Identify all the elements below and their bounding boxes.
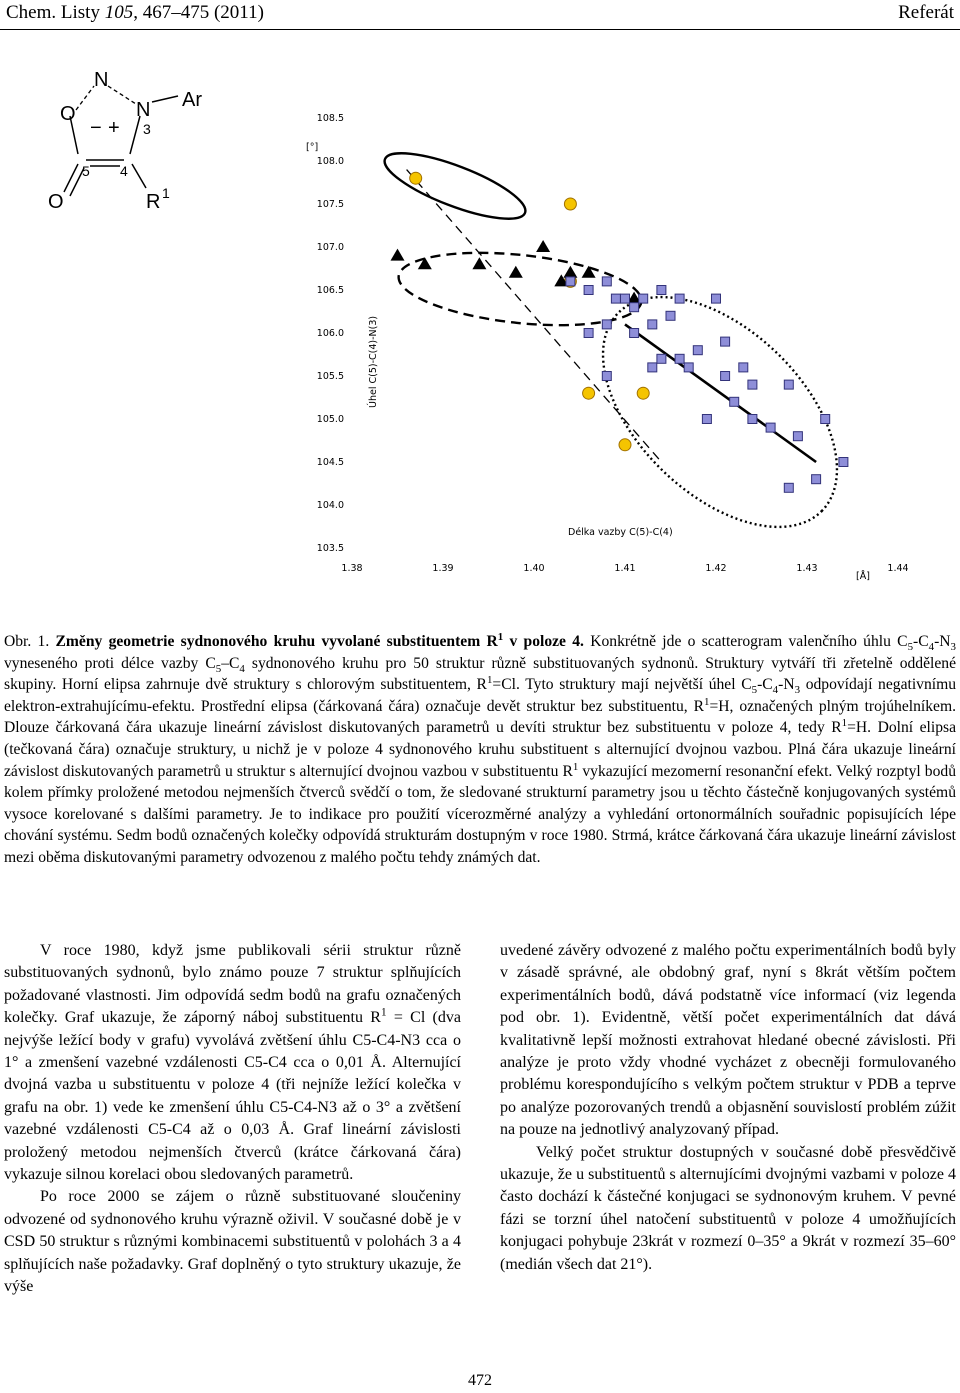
sup: 1 bbox=[486, 674, 493, 686]
square-point bbox=[675, 294, 684, 303]
page-number: 472 bbox=[468, 1372, 492, 1389]
x-tick-label: 1.39 bbox=[432, 563, 454, 574]
square-point bbox=[566, 277, 575, 286]
caption-text: -C bbox=[913, 633, 929, 650]
triangle-point bbox=[563, 266, 577, 278]
y-tick-label: 104.0 bbox=[316, 500, 344, 511]
right-column bbox=[500, 940, 956, 1276]
figure-1 bbox=[0, 30, 960, 625]
square-point bbox=[784, 380, 793, 389]
sup: 1 bbox=[380, 1006, 387, 1019]
sub: 4 bbox=[239, 662, 245, 675]
y-unit: [°] bbox=[306, 142, 319, 153]
caption-text: -N bbox=[778, 676, 795, 694]
sub: 3 bbox=[950, 641, 956, 654]
circle-point bbox=[637, 387, 649, 399]
square-point bbox=[793, 432, 802, 441]
caption-text: sydnonového kruhu pro 50 struktur různě substituovaných sydnonů. Struktury vytváří tři zřetelně oddělené skupiny. Horní elipsa zahrnuje dvě struktury s chlorovým substituentem, R bbox=[4, 654, 957, 694]
caption-text: =Cl. Tyto struktury mají největší úhel C bbox=[492, 676, 752, 694]
sub: 5 bbox=[215, 662, 222, 675]
square-point bbox=[630, 329, 639, 338]
y-tick-label: 105.5 bbox=[316, 371, 344, 382]
x-tick-label: 1.40 bbox=[523, 563, 545, 574]
square-point bbox=[648, 363, 657, 372]
x-tick-label: 1.41 bbox=[614, 563, 636, 574]
section-label: Referát bbox=[898, 2, 954, 23]
locant-3: 3 bbox=[143, 121, 151, 137]
triangle-point bbox=[391, 249, 405, 261]
atom-n3: N bbox=[136, 99, 151, 121]
paragraph: Po roce 2000 se zájem o různě substituované sloučeniny odvozené od sydnonového kruhu výrazně oživil. V současné době je v CSD 50 struktur s různými kombinacemi substituentů v polohách 3 a 4 splňujících naše požadavky. Graf doplněný o tyto struktury ukazuje, že výše bbox=[4, 1188, 461, 1296]
caption-text: =H. Dolní elipsa (tečkovaná čára) označuje struktury, u nichž je v poloze 4 sydnonového kruhu substituent s alternující dvojnou vazbou. Plná čára ukazuje lineární závislost diskutovaných parametrů u struktur s alternující dvojnou vazbou v substituentu R bbox=[4, 719, 956, 780]
sub: 5 bbox=[751, 684, 758, 697]
square-point bbox=[639, 294, 648, 303]
atom-o1: O bbox=[60, 103, 76, 125]
x-tick-label: 1.42 bbox=[705, 563, 727, 574]
figure-caption bbox=[4, 631, 956, 869]
charge-plus: + bbox=[108, 117, 120, 139]
y-tick-label: 106.5 bbox=[316, 285, 344, 296]
square-point bbox=[621, 294, 630, 303]
triangle-point bbox=[536, 240, 550, 252]
sub: 5 bbox=[907, 641, 914, 654]
square-point bbox=[584, 286, 593, 295]
journal-pages: , 467–475 (2011) bbox=[133, 2, 264, 23]
caption-lead: Obr. 1. bbox=[4, 633, 56, 650]
caption-text: Konkrétně jde o scatterogram valenčního úhlu C bbox=[583, 633, 908, 650]
paragraph-text: V roce 1980, když jsme publikovali sérii struktur různě substituovaných sydnonů, bylo známo pouze 7 struktur splňujících požadované vlastnosti. Jim odpovídá sedm bodů na grafu označených kolečky. Graf ukazuje, že záporný náboj substituentu R bbox=[4, 942, 461, 1027]
square-point bbox=[657, 286, 666, 295]
atom-ar: Ar bbox=[182, 89, 202, 111]
circle-point bbox=[619, 439, 631, 451]
caption-text: -C bbox=[757, 676, 773, 694]
square-point bbox=[721, 372, 730, 381]
sub: 4 bbox=[772, 684, 779, 697]
caption-text: odpovídají negativnímu elektron-extrahujícímu-efektu. Prostřední elipsa (čárkovaná čára) označuje devět struktur bez substituentu, R bbox=[4, 676, 957, 715]
atom-n2: N bbox=[94, 69, 109, 91]
sub: 3 bbox=[794, 684, 801, 697]
y-tick-label: 107.5 bbox=[316, 199, 344, 210]
circle-point bbox=[410, 172, 422, 184]
caption-text: vyneseného proti délce vazby C bbox=[4, 654, 216, 672]
charge-minus: − bbox=[90, 117, 102, 139]
square-point bbox=[684, 363, 693, 372]
sup: 1 bbox=[704, 695, 710, 708]
square-point bbox=[812, 475, 821, 484]
atom-r: R bbox=[146, 191, 161, 213]
journal-header bbox=[6, 2, 264, 24]
square-point bbox=[784, 483, 793, 492]
square-point bbox=[766, 423, 775, 432]
journal-volume: 105 bbox=[104, 2, 134, 23]
square-point bbox=[602, 320, 611, 329]
left-column bbox=[4, 940, 461, 1299]
journal-name: Chem. Listy bbox=[6, 2, 105, 23]
triangle-point bbox=[472, 257, 486, 269]
circle-point bbox=[564, 198, 576, 210]
square-point bbox=[748, 415, 757, 424]
paragraph-text: = Cl (dva nejvýše ležící body v grafu) vyvolává zvětšení úhlu C5-C4-N3 cca o 1° a zmenšení vazebné vzdálenosti C5-C4 cca o 0,01 Å. Alternující dvojná vazba u substituentu v poloze 4 (tři nejníže ležící kolečka v grafu na obr. 1) vede ke zmenšení úhlu C5-C4-N3 až o 3° a zvětšení vazebné vzdálenosti C5-C4 až o 0,03 Å. Graf lineární závislosti proložený metodou nejmenších čtverců (krátce čárkovaná čára) vykazuje silnou korelaci obou sledovaných parametrů. bbox=[4, 1009, 461, 1184]
caption-text: vykazující mezomerní resonanční efekt. Velký rozptyl bodů kolem přímky proložené metodou nejmenších čtverců svědčí o tom, že sledované strukturní parametry jsou u těchto částečně konjugovaných systémů vysoce korelované s dalšími parametry. Je to indikace pro použití vícerozměrné analýzy a vyhledání ortonormálních souřadnic popisujících lépe chování systému. Sedm bodů označených kolečky odpovídá strukturám dostupným v roce 1980. Strmá, krátce čárkovaná čára ukazuje lineární závislost mezi oběma diskutovanými parametry odvozenou z malého počtu tehdy známých dat. bbox=[4, 762, 956, 866]
x-unit: [Å] bbox=[856, 571, 870, 582]
sup: 1 bbox=[572, 760, 579, 773]
paragraph: uvedené závěry odvozené z malého počtu experimentálních bodů byly v zásadě správné, ale obdobný graf, nyní s 8krát větším počtem experimentálních bodů, dává podstatně více informací (viz legenda pod obr. 1). Evidentně, větší počet experimentálních dat dává kvalitativně lepší možnosti extrahovat hledané obecné závislosti. Při analýze je proto vždy vhodné vycházet z obecněji formulovaného problému korespondujícího s velkým počtem struktur v PDB a teprve po analýze pozorovaných trendů a objasnění souvislostí problém zúžit na pouze na jednotlivý analyzovaný případ. bbox=[500, 942, 956, 1139]
square-point bbox=[602, 372, 611, 381]
square-point bbox=[666, 311, 675, 320]
paragraph bbox=[4, 940, 461, 1186]
paragraph: Velký počet struktur dostupných v současné době přesvědčivě ukazuje, že u substituentů s alternujícími dvojnými vazbami v poloze 4 často dochází k částečné konjugaci se sydnonovým kruhem. V pevné fázi se torzní úhel natočení substituentů v poloze 4 umožňujících konjugaci pohybuje 23krát v rozmezí 0–35° a 9krát v rozmezí 35–60° (medián všech dat 21°). bbox=[500, 1143, 956, 1273]
y-tick-labels bbox=[317, 113, 344, 554]
y-tick-label: 105.0 bbox=[316, 414, 344, 425]
caption-title: Změny geometrie sydnonového kruhu vyvolané substituentem R bbox=[55, 633, 498, 650]
square-point bbox=[648, 320, 657, 329]
square-point bbox=[748, 380, 757, 389]
x-axis-label: Délka vazby C(5)-C(4) bbox=[568, 527, 673, 538]
square-point bbox=[630, 303, 639, 312]
sub: 4 bbox=[928, 641, 935, 654]
locant-1: 1 bbox=[162, 185, 170, 201]
sydnone-structure bbox=[48, 69, 202, 213]
square-point bbox=[721, 337, 730, 346]
caption-text: –C bbox=[221, 654, 240, 672]
sup: 1 bbox=[841, 717, 848, 730]
data-points bbox=[391, 172, 848, 492]
square-point bbox=[611, 294, 620, 303]
y-tick-label: 104.5 bbox=[316, 457, 344, 468]
locant-5: 5 bbox=[82, 163, 90, 179]
y-tick-label: 108.5 bbox=[316, 113, 344, 124]
caption-title-sup: 1 bbox=[497, 630, 504, 643]
square-point bbox=[839, 458, 848, 467]
square-point bbox=[702, 415, 711, 424]
circle-point bbox=[583, 387, 595, 399]
triangle-point bbox=[509, 266, 523, 278]
square-point bbox=[712, 294, 721, 303]
y-tick-label: 107.0 bbox=[316, 242, 344, 253]
square-point bbox=[675, 354, 684, 363]
square-point bbox=[821, 415, 830, 424]
scatter-chart bbox=[306, 113, 909, 582]
x-tick-labels bbox=[341, 563, 908, 574]
square-point bbox=[693, 346, 702, 355]
square-point bbox=[657, 354, 666, 363]
y-tick-label: 106.0 bbox=[316, 328, 344, 339]
x-tick-label: 1.38 bbox=[341, 563, 363, 574]
x-tick-label: 1.44 bbox=[887, 563, 909, 574]
y-tick-label: 103.5 bbox=[316, 543, 344, 554]
square-point bbox=[739, 363, 748, 372]
caption-text: =H, označených plným trojúhelníkem. Dlouze čárkovaná čára ukazuje lineární závislost diskutovaných parametrů u devíti struktur bez substituentu v poloze 4, tedy R bbox=[4, 697, 956, 737]
caption-title-tail: v poloze 4. bbox=[503, 633, 584, 650]
square-point bbox=[584, 329, 593, 338]
square-point bbox=[730, 397, 739, 406]
x-tick-label: 1.43 bbox=[796, 563, 818, 574]
triangle-point bbox=[582, 266, 596, 278]
y-tick-label: 108.0 bbox=[316, 156, 344, 167]
atom-o-exo: O bbox=[48, 191, 64, 213]
square-point bbox=[602, 277, 611, 286]
upper-ellipse bbox=[378, 140, 532, 231]
y-axis-label: Úhel C(5)-C(4)-N(3) bbox=[368, 315, 379, 408]
caption-text: -N bbox=[934, 633, 951, 650]
locant-4: 4 bbox=[120, 163, 128, 179]
